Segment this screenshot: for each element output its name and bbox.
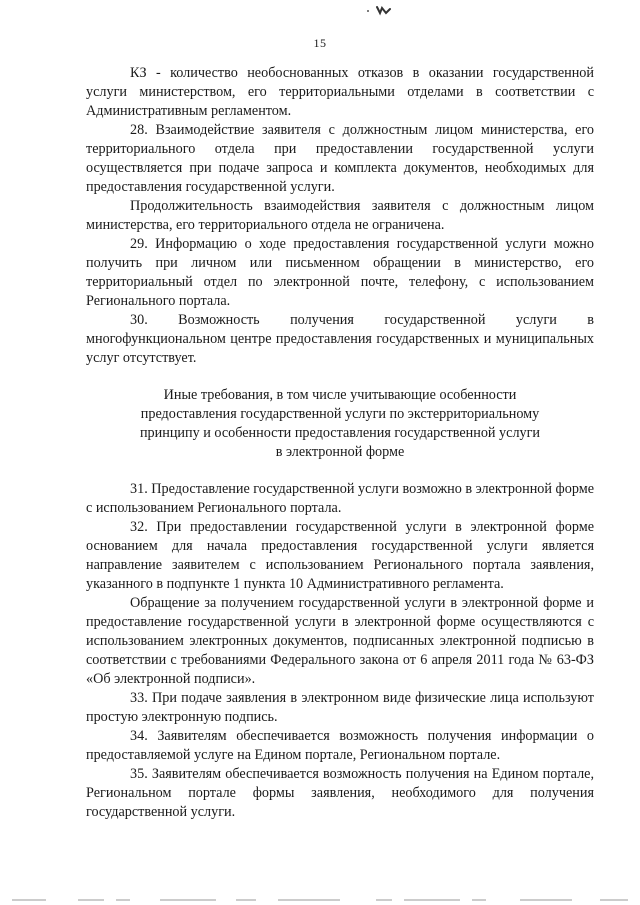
document-body bbox=[86, 64, 594, 822]
paragraph-kz-definition: КЗ - количество необоснованных отказов в оказании государственной услуги министерством, его территориальными отделами в соответствии с Административным регламентом. bbox=[86, 65, 594, 119]
paragraph-35: 35. Заявителям обеспечивается возможность получения на Едином портале, Региональном портале формы заявления, необходимого для получения государственной услуги. bbox=[86, 766, 594, 820]
paragraph-32: 32. При предоставлении государственной услуги в электронной форме основанием для начала предоставления государственной услуги является направление заявителем с использованием Регионального портала заявления, указанного в подпункте 1 пункта 10 Административного регламента. bbox=[86, 519, 594, 592]
scan-artifact-mark bbox=[364, 4, 394, 16]
paragraph-28: 28. Взаимодействие заявителя с должностным лицом министерства, его территориального отдела при предоставлении государственной услуги осуществляется при подаче запроса и комплекта документов, необходимых для предоставления государственной услуги. bbox=[86, 122, 594, 195]
paragraph-31: 31. Предоставление государственной услуги возможно в электронной форме с использованием Регионального портала. bbox=[86, 481, 594, 516]
section-heading-line: в электронной форме bbox=[275, 444, 405, 460]
paragraph-30: 30. Возможность получения государственной услуги в многофункциональном центре предоставления государственных и муниципальных услуг отсутствует. bbox=[86, 312, 594, 366]
section-heading-line: Иные требования, в том числе учитывающие особенности bbox=[163, 387, 517, 403]
section-heading-line: предоставления государственной услуги по экстерриториальному bbox=[140, 406, 540, 422]
page-number: 15 bbox=[313, 36, 327, 50]
paragraph-33: 33. При подаче заявления в электронном виде физические лица используют простую электронную подпись. bbox=[86, 690, 594, 725]
section-heading-line: принципу и особенности предоставления государственной услуги bbox=[139, 425, 541, 441]
paragraph-28-duration: Продолжительность взаимодействия заявителя с должностным лицом министерства, его территориального отдела не ограничена. bbox=[86, 198, 594, 233]
paragraph-34: 34. Заявителям обеспечивается возможность получения информации о предоставляемой услуге на Едином портале, Региональном портале. bbox=[86, 728, 594, 763]
paragraph-29: 29. Информацию о ходе предоставления государственной услуги можно получить при личном или письменном обращении в министерство, его территориальный отдел по электронной почте, телефону, с использованием Регионального портала. bbox=[86, 236, 594, 309]
section-heading bbox=[86, 386, 594, 462]
scan-bottom-edge-artifact bbox=[0, 894, 640, 905]
paragraph-32-electronic-documents: Обращение за получением государственной услуги в электронной форме и предоставление государственной услуги в электронной форме осуществляются с использованием электронных документов, подписанных электронной подписью в соответствии с требованиями Федерального закона от 6 апреля 2011 года № 63-ФЗ «Об электронной подписи». bbox=[86, 595, 594, 687]
